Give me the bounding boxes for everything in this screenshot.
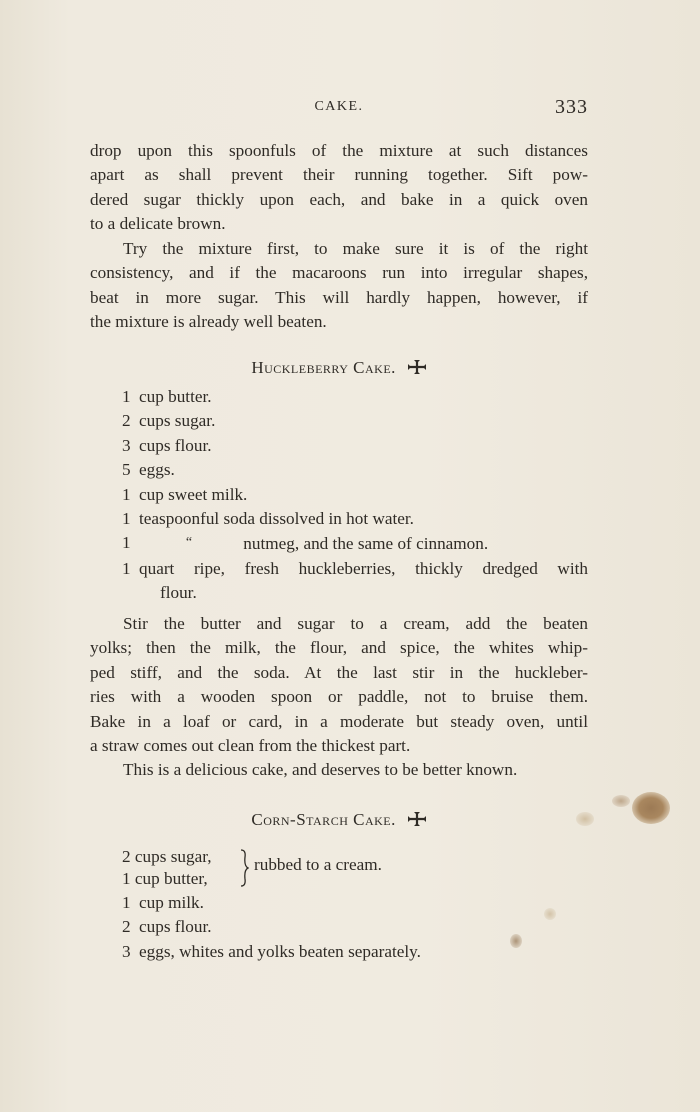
- paragraph-method-huckleberry: [90, 612, 588, 758]
- paper-stain: [544, 908, 556, 920]
- text-line: to a delicate brown.: [90, 214, 226, 234]
- ingredient-item: [122, 483, 588, 507]
- ingredient-text: cup butter.: [139, 387, 212, 406]
- text-line: beat in more sugar. This will hardly happen, however, if: [90, 287, 588, 307]
- ingredient-qty: 1: [122, 893, 131, 912]
- paper-stain: [612, 795, 630, 807]
- cross-fleuron-icon: [407, 359, 427, 375]
- bracket-lines: [122, 846, 212, 890]
- ingredient-line: [139, 531, 588, 556]
- paper-stain: [576, 812, 594, 826]
- ingredient-qty: 1: [122, 509, 131, 529]
- ingredient-item: [122, 531, 588, 556]
- ingredient-item: [122, 458, 588, 482]
- text-line: yolks; then the milk, the flour, and spice, the whites whip-: [90, 638, 588, 658]
- ingredient-qty: 3: [122, 435, 131, 455]
- ingredient-continuation: flour.: [160, 583, 197, 603]
- ingredient-item: [122, 385, 588, 409]
- recipe-title-huckleberry: [90, 358, 588, 378]
- ditto-mark: “: [185, 535, 193, 551]
- ingredient-item: [122, 409, 588, 433]
- ingredient-text: cups sugar.: [139, 411, 216, 431]
- ingredient-text: cups flour.: [139, 435, 212, 455]
- text-line: a straw comes out clean from the thickest part.: [90, 736, 411, 756]
- text-line: the mixture is already well beaten.: [90, 312, 327, 332]
- cross-fleuron-icon: [407, 811, 427, 827]
- ingredient-text: teaspoonful soda dissolved in hot water.: [139, 509, 414, 529]
- ingredient-text: 2 cups sugar,: [122, 847, 212, 866]
- ingredient-list-huckleberry: [122, 385, 588, 606]
- ingredient-list-cornstarch: [122, 891, 588, 964]
- curly-brace-icon: [239, 849, 249, 887]
- recipe-title-text: Corn-Starch Cake.: [251, 810, 396, 829]
- text-line: drop upon this spoonfuls of the mixture at such distances: [90, 141, 588, 160]
- ingredient-qty: 5: [122, 460, 131, 480]
- ingredient-qty: 2: [122, 411, 131, 431]
- ingredient-text: quart ripe, fresh huckleberries, thickly dredged with: [139, 558, 588, 578]
- paragraph-try-mixture: [90, 237, 588, 335]
- ingredient-text: cups flour.: [139, 917, 212, 937]
- text-line: This is a delicious cake, and deserves to be better known.: [123, 760, 518, 779]
- ingredient-qty: 2: [122, 917, 131, 937]
- ingredient-text: eggs.: [139, 460, 175, 480]
- text-line: ped stiff, and the soda. At the last stir in the huckleber-: [90, 662, 588, 682]
- text-line: consistency, and if the macaroons run into irregular shapes,: [90, 263, 588, 283]
- ingredient-qty: 1: [122, 533, 131, 553]
- bracketed-ingredients: [122, 846, 442, 892]
- ingredient-text: cup milk.: [139, 893, 204, 912]
- text-line: Stir the butter and sugar to a cream, add the beaten: [123, 614, 588, 633]
- paper-stain: [632, 792, 670, 824]
- recipe-title-cornstarch: [90, 810, 588, 830]
- ingredient-qty: 3: [122, 941, 131, 961]
- ingredient-qty: 1: [122, 484, 131, 504]
- ingredient-item: [122, 434, 588, 458]
- text-line: apart as shall prevent their running together. Sift pow-: [90, 165, 588, 185]
- ingredient-qty: 1: [122, 387, 131, 406]
- ingredient-qty: 1: [122, 558, 131, 578]
- page-header: [90, 96, 588, 122]
- page-number: 333: [555, 96, 588, 118]
- ingredient-text: nutmeg, and the same of cinnamon.: [243, 534, 489, 554]
- ingredient-text: 1 cup butter,: [122, 869, 208, 888]
- ingredient-text: cup sweet milk.: [139, 484, 248, 504]
- bracket-note: rubbed to a cream.: [254, 855, 382, 874]
- text-line: Bake in a loaf or card, in a moderate but steady oven, until: [90, 711, 588, 731]
- paragraph-note-huckleberry: [90, 758, 588, 782]
- running-head: CAKE.: [314, 99, 364, 114]
- ingredient-item: [122, 557, 588, 581]
- text-line: ries with a wooden spoon or paddle, not to bruise them.: [90, 687, 588, 707]
- ingredient-text: eggs, whites and yolks beaten separately.: [139, 941, 421, 961]
- recipe-title-text: Huckleberry Cake.: [251, 358, 396, 377]
- paper-stain: [510, 934, 522, 948]
- paragraph-macaroons-end: [90, 139, 588, 237]
- ingredient-item: [122, 891, 588, 915]
- ingredient-item: [122, 507, 588, 531]
- text-line: dered sugar thickly upon each, and bake in a quick oven: [90, 189, 588, 209]
- text-line: Try the mixture first, to make sure it is of the right: [123, 239, 588, 258]
